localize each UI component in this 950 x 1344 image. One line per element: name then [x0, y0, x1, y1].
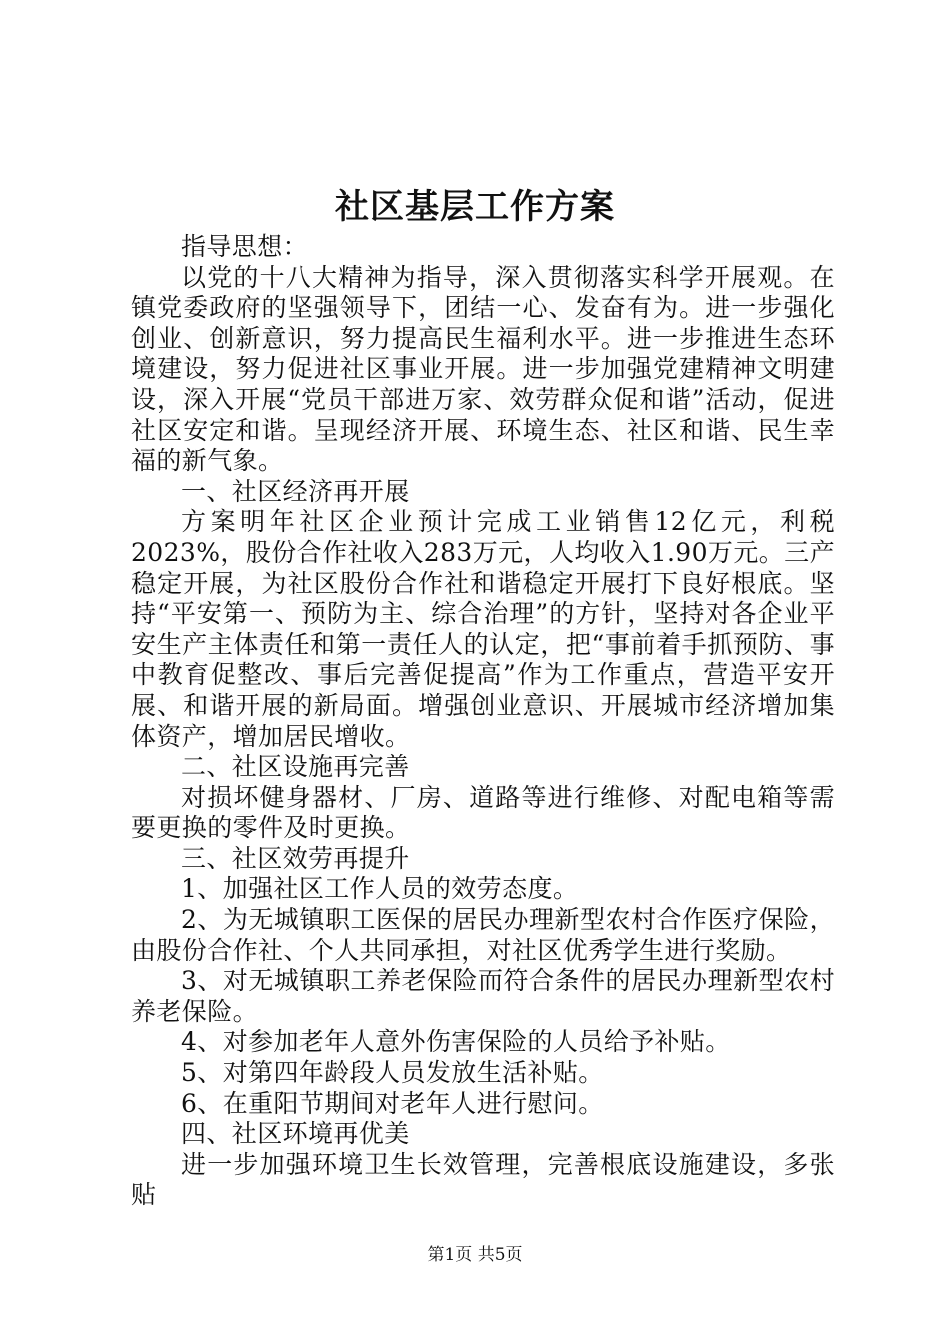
list-item: 6、在重阳节期间对老年人进行慰问。 — [181, 1088, 604, 1118]
document-title: 社区基层工作方案 — [335, 187, 615, 227]
paragraph-guiding-thought-heading: 指导思想： — [181, 232, 309, 261]
page-footer: 第1页 共5页 — [427, 1245, 523, 1265]
paragraph-economy: 方案明年社区企业预计完成工业销售12亿元，利税2023%，股份合作社收入283万元，人均收入1.90万元。三产稳定开展，为社区股份合作社和谐稳定开展打下良好根底。坚持“平安第一、预防为主、综合治理”的方针，坚持对各企业平安生产主体责任和第一责任人的认定，把“事前着手抓预防、事中教育促整改、事后完善促提高”作为工作重点，营造平安开展、和谐开展的新局面。增强创业意识、开展城市经济增加集体资产，增加居民增收。 — [131, 507, 835, 751]
section-heading-services: 三、社区效劳再提升 — [181, 843, 410, 873]
list-item: 1、加强社区工作人员的效劳态度。 — [181, 874, 579, 904]
paragraph-environment: 进一步加强环境卫生长效管理，完善根底设施建设，多张贴 — [131, 1149, 835, 1210]
list-item: 5、对第四年龄段人员发放生活补贴。 — [181, 1058, 604, 1088]
section-heading-facilities: 二、社区设施再完善 — [181, 752, 410, 782]
section-heading-environment: 四、社区环境再优美 — [181, 1119, 410, 1149]
paragraph-facilities: 对损坏健身器材、厂房、道路等进行维修、对配电箱等需要更换的零件及时更换。 — [131, 782, 835, 843]
document-body — [131, 232, 835, 1211]
list-item: 3、对无城镇职工养老保险而符合条件的居民办理新型农村养老保险。 — [131, 966, 835, 1026]
list-item: 4、对参加老年人意外伤害保险的人员给予补贴。 — [181, 1027, 731, 1057]
section-heading-economy: 一、社区经济再开展 — [181, 476, 410, 506]
paragraph-guiding-thought: 以党的十八大精神为指导，深入贯彻落实科学开展观。在镇党委政府的坚强领导下，团结一心、发奋有为。进一步强化创业、创新意识，努力提高民生福利水平。进一步推进生态环境建设，努力促进社区事业开展。进一步加强党建精神文明建设，深入开展“党员干部进万家、效劳群众促和谐”活动，促进社区安定和谐。呈现经济开展、环境生态、社区和谐、民生幸福的新气象。 — [131, 262, 835, 476]
list-item: 2、为无城镇职工医保的居民办理新型农村合作医疗保险，由股份合作社、个人共同承担，对社区优秀学生进行奖励。 — [131, 905, 835, 965]
